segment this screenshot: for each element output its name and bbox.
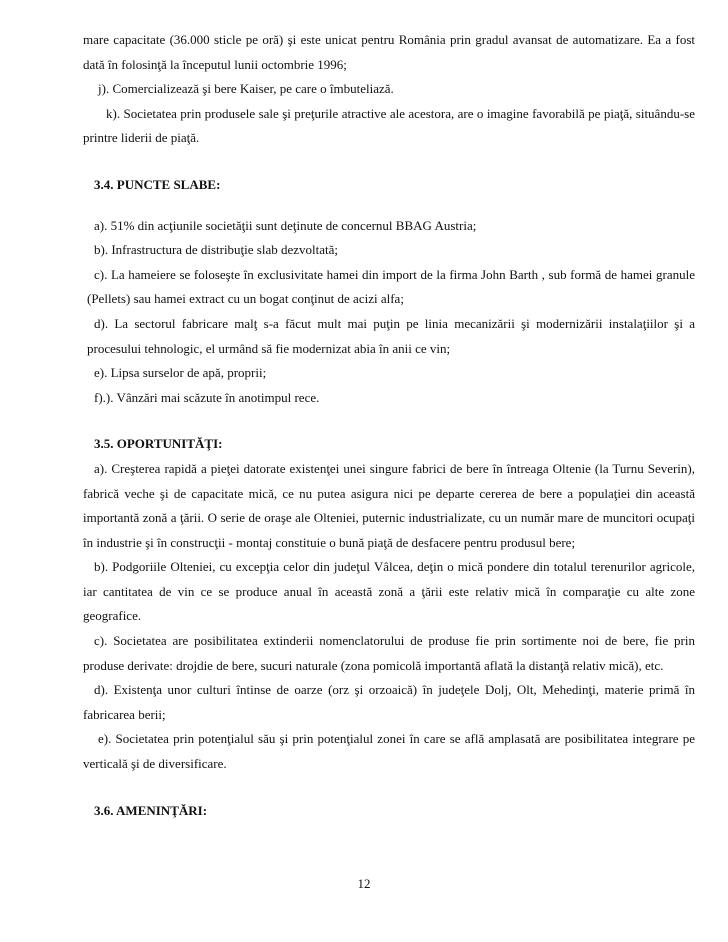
page-number: 12: [357, 876, 371, 891]
opportunity-item-b: b). Podgoriile Olteniei, cu excepţia celor din judeţul Vâlcea, deţin o mică pondere din totalul terenurilor agricole, iar cantitatea de vin ce se produce anual în această zonă a ţării este relativ mică în comparaţie cu alte zone geografice.: [83, 559, 695, 624]
opportunity-item-c: c). Societatea are posibilitatea extinderii nomenclatorului de produse fie prin sortimente noi de bere, fie prin produse derivate: drojdie de bere, sucuri naturale (zona pomicolă importantă aflată la distanţă relativ mică), etc.: [83, 633, 695, 673]
opportunity-item-a: a). Creşterea rapidă a pieţei datorate existenţei unei singure fabrici de bere în întreaga Oltenie (la Turnu Severin), fabrică veche şi de capacitate mică, ce nu putea asigura nici pe departe cererea de bere a populaţiei din această importantă zonă a ţării. O serie de oraşe ale Olteniei, puternic industrializate, cu un număr mare de muncitori ocupaţi în industrie şi în construcţii - montaj constituie o bună piaţă de desfacere pentru produsul bere;: [83, 460, 695, 550]
weak-item-c: c). La hameiere se foloseşte în exclusivitate hamei din import de la firma John Barth , sub formă de hamei granule (Pellets) sau hamei extract cu un bogat conţinut de acizi alfa;: [87, 266, 695, 307]
weak-item-e: e). Lipsa surselor de apă, proprii;: [94, 365, 267, 381]
weak-item-f: f).). Vânzări mai scăzute în anotimpul rece.: [94, 389, 320, 405]
intro-paragraph-capacity: mare capacitate (36.000 sticle pe oră) şi este unicat pentru România prin gradul avansat de automatizare. Ea a fost dată în folosinţă la începutul lunii octombrie 1996;: [83, 32, 695, 72]
intro-item-j: j). Comercializează şi bere Kaiser, pe care o îmbuteliază.: [98, 81, 394, 97]
opportunity-item-d: d). Existenţa unor culturi întinse de oarze (orz şi orzoaică) în judeţele Dolj, Olt, Mehedinţi, materie primă în fabricarea berii;: [83, 682, 695, 722]
section-heading-opportunities: 3.5. OPORTUNITĂŢI:: [94, 436, 223, 452]
opportunity-item-e: e). Societatea prin potenţialul său şi prin potenţialul zonei în care se află amplasată are posibilitatea integrare pe verticală şi de diversificare.: [83, 731, 695, 772]
document-page: [83, 28, 695, 823]
weak-item-b: b). Infrastructura de distribuţie slab dezvoltată;: [94, 242, 339, 258]
intro-item-k: k). Societatea prin produsele sale şi preţurile atractive ale acestora, are o imagine favorabilă pe piaţă, situându-se printre liderii de piaţă.: [83, 105, 695, 146]
weak-item-d: d). La sectorul fabricare malţ s-a făcut mult mai puţin pe linia mecanizării şi modernizării instalaţiilor şi a procesului tehnologic, el urmând să fie modernizat abia în anii ce vin;: [87, 315, 695, 356]
weak-item-a: a). 51% din acţiunile societăţii sunt deţinute de concernul BBAG Austria;: [94, 217, 477, 233]
section-heading-threats: 3.6. AMENINŢĂRI:: [94, 802, 208, 818]
section-heading-weak-points: 3.4. PUNCTE SLABE:: [94, 176, 221, 192]
